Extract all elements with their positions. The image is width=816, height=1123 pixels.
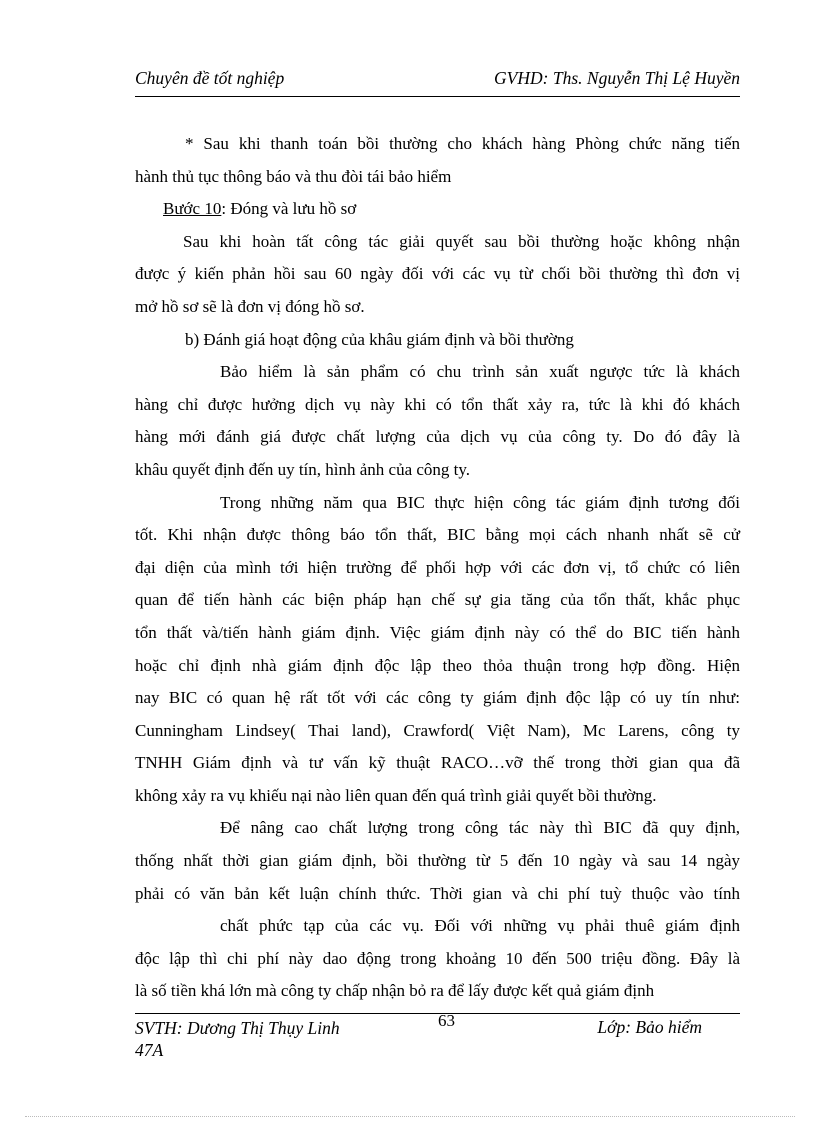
step-text: : Đóng và lưu hồ sơ (221, 199, 357, 219)
body-line: phải có văn bản kết luận chính thức. Thời gian và chi phí tuỳ thuộc vào tính (135, 883, 740, 903)
body-line: được ý kiến phản hồi sau 60 ngày đối với các vụ từ chối bồi thường thì đơn vị (135, 264, 740, 284)
body-line: Trong những năm qua BIC thực hiện công tác giám định tương đối (220, 492, 740, 512)
footer-student-class: 47A (135, 1040, 164, 1060)
section-heading-b: b) Đánh giá hoạt động của khâu giám định và bồi thường (185, 329, 574, 349)
page-footer (135, 1013, 740, 1074)
step-label: Bước 10 (163, 199, 222, 219)
body-line: nay BIC có quan hệ rất tốt với các công ty giám định độc lập có uy tín như: (135, 688, 740, 708)
body-line: Sau khi hoàn tất công tác giải quyết sau bồi thường hoặc không nhận (183, 231, 740, 251)
body-line: Để nâng cao chất lượng trong công tác này thì BIC đã quy định, (220, 818, 740, 838)
body-line: Bảo hiểm là sản phẩm có chu trình sản xuất ngược tức là khách (220, 362, 740, 382)
page-number: 63 (438, 1011, 455, 1030)
footer-student-name: SVTH: Dương Thị Thụy Linh (135, 1018, 340, 1038)
body-line: tốt. Khi nhận được thông báo tổn thất, BIC bằng mọi cách nhanh nhất sẽ cử (135, 525, 740, 545)
footer-class: Lớp: Bảo hiểm (597, 1017, 702, 1037)
footer-student (135, 1017, 340, 1061)
body-line: khâu quyết định đến uy tín, hình ảnh của công ty. (135, 459, 471, 479)
body-line: thống nhất thời gian giám định, bồi thường từ 5 đến 10 ngày và sau 14 ngày (135, 851, 740, 871)
header-document-type: Chuyên đề tốt nghiệp (135, 68, 285, 88)
step-heading (135, 193, 740, 226)
page-bottom-dotted-line (25, 1116, 795, 1117)
body-line: quan để tiến hành các biện pháp hạn chế sự gia tăng của tổn thất, khắc phục (135, 590, 740, 610)
body-line: hàng mới đánh giá được chất lượng của dịch vụ của công ty. Do đó đây là (135, 427, 740, 447)
body-line: Cunningham Lindsey( Thai land), Crawford( Việt Nam), Mc Larens, công ty (135, 720, 740, 740)
body-line: tổn thất và/tiến hành giám định. Việc giám định này có thể do BIC tiến hành (135, 622, 740, 642)
body-line: * Sau khi thanh toán bồi thường cho khách hàng Phòng chức năng tiến (185, 134, 740, 153)
header-supervisor: GVHD: Ths. Nguyễn Thị Lệ Huyền (494, 68, 740, 88)
body-line: TNHH Giám định và tư vấn kỹ thuật RACO…vỡ thế trong thời gian qua đã (135, 753, 740, 773)
body-line: hoặc chỉ định nhà giám định độc lập theo thỏa thuận trong hợp đồng. Hiện (135, 655, 740, 675)
page-header (135, 66, 740, 97)
body-line: không xảy ra vụ khiếu nại nào liên quan đến quá trình giải quyết bồi thường. (135, 785, 657, 805)
body-line: đại diện của mình tới hiện trường để phối hợp với các đơn vị, tổ chức có liên (135, 557, 740, 577)
body-line: mở hồ sơ sẽ là đơn vị đóng hồ sơ. (135, 296, 365, 316)
body-line: hàng chỉ được hưởng dịch vụ này khi có tổn thất xảy ra, tức là khi đó khách (135, 394, 740, 414)
body-line: hành thủ tục thông báo và thu đòi tái bảo hiểm (135, 166, 452, 186)
page-body (135, 128, 740, 1008)
body-line: chất phức tạp của các vụ. Đối với những vụ phải thuê giám định (220, 916, 740, 936)
body-line: độc lập thì chi phí này dao động trong khoảng 10 đến 500 triệu đồng. Đây là (135, 948, 740, 968)
body-line: là số tiền khá lớn mà công ty chấp nhận bỏ ra để lấy được kết quả giám định (135, 981, 655, 1001)
